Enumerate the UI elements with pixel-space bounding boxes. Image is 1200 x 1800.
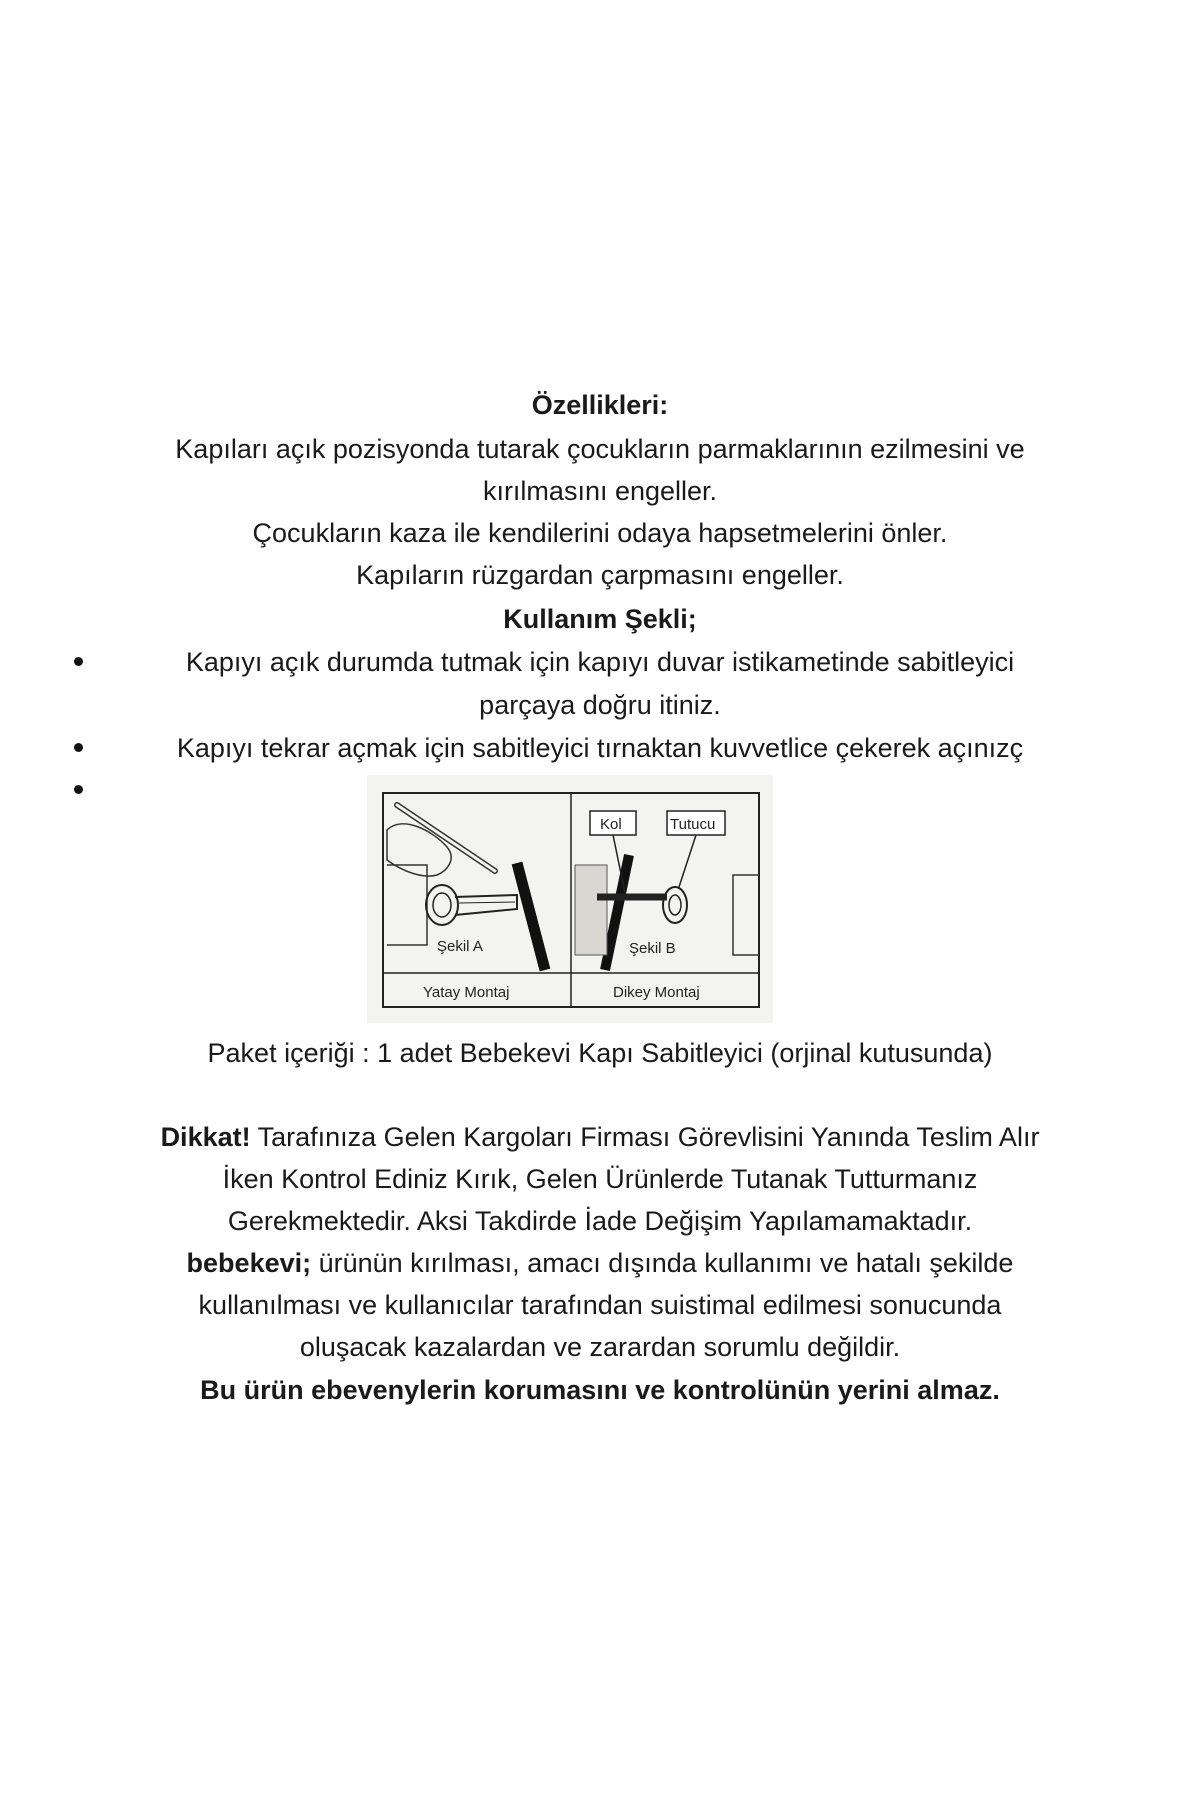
warning-text: Tarafınıza Gelen Kargoları Firması Görevlisini Yanında Teslim Alır <box>250 1122 1040 1152</box>
bullet-dot-icon <box>70 773 86 807</box>
warning-text: ürünün kırılması, amacı dışında kullanımı ve hatalı şekilde <box>311 1248 1014 1278</box>
figure-a-caption: Yatay Montaj <box>423 984 510 1001</box>
warning-final-statement: Bu ürün ebevenylerin korumasını ve kontrolünün yerini almaz. <box>200 1375 1000 1405</box>
warning-line-6: oluşacak kazalardan ve zarardan sorumlu değildir. <box>299 1332 901 1362</box>
warning-line-3: Gerekmektedir. Aksi Takdirde İade Değişim Yapılamamaktadır. <box>227 1206 973 1236</box>
tutucu-label: Tutucu <box>670 816 716 833</box>
features-line: Çocukların kaza ile kendilerini odaya hapsetmelerini önler. <box>252 518 948 548</box>
warning-line-4 <box>0 1246 1200 1280</box>
warning-line-1 <box>0 1120 1200 1154</box>
usage-bullet-1-continuation: parçaya doğru itiniz. <box>479 690 721 720</box>
usage-heading: Kullanım Şekli; <box>503 604 697 634</box>
figure-b-label: Şekil B <box>629 940 676 957</box>
features-heading: Özellikleri: <box>531 390 669 420</box>
warning-line-2: İken Kontrol Ediniz Kırık, Gelen Ürünlerde Tutanak Tutturmanız <box>222 1164 978 1194</box>
figure-b-caption: Dikey Montaj <box>613 984 700 1001</box>
figure-a-label: Şekil A <box>437 938 483 955</box>
features-line: Kapıları açık pozisyonda tutarak çocukların parmaklarının ezilmesini ve <box>175 434 1025 464</box>
dikkat-label: Dikkat! <box>160 1122 251 1152</box>
bullet-text: Kapıyı açık durumda tutmak için kapıyı duvar istikametinde sabitleyici <box>185 647 1015 677</box>
warning-line-5: kullanılması ve kullanıcılar tarafından suistimal edilmesi sonucunda <box>198 1290 1002 1320</box>
features-line: Kapıların rüzgardan çarpmasını engeller. <box>356 560 844 590</box>
bullet-text: Kapıyı tekrar açmak için sabitleyici tırnaktan kuvvetlice çekerek açınızç <box>176 733 1024 763</box>
brand-label: bebekevi; <box>186 1248 312 1278</box>
features-line: kırılmasını engeller. <box>482 476 718 506</box>
mounting-diagram <box>367 775 773 1023</box>
package-contents: Paket içeriği : 1 adet Bebekevi Kapı Sabitleyici (orjinal kutusunda) <box>207 1038 993 1068</box>
kol-label: Kol <box>600 816 622 833</box>
mounting-diagram-svg <box>367 775 773 1023</box>
